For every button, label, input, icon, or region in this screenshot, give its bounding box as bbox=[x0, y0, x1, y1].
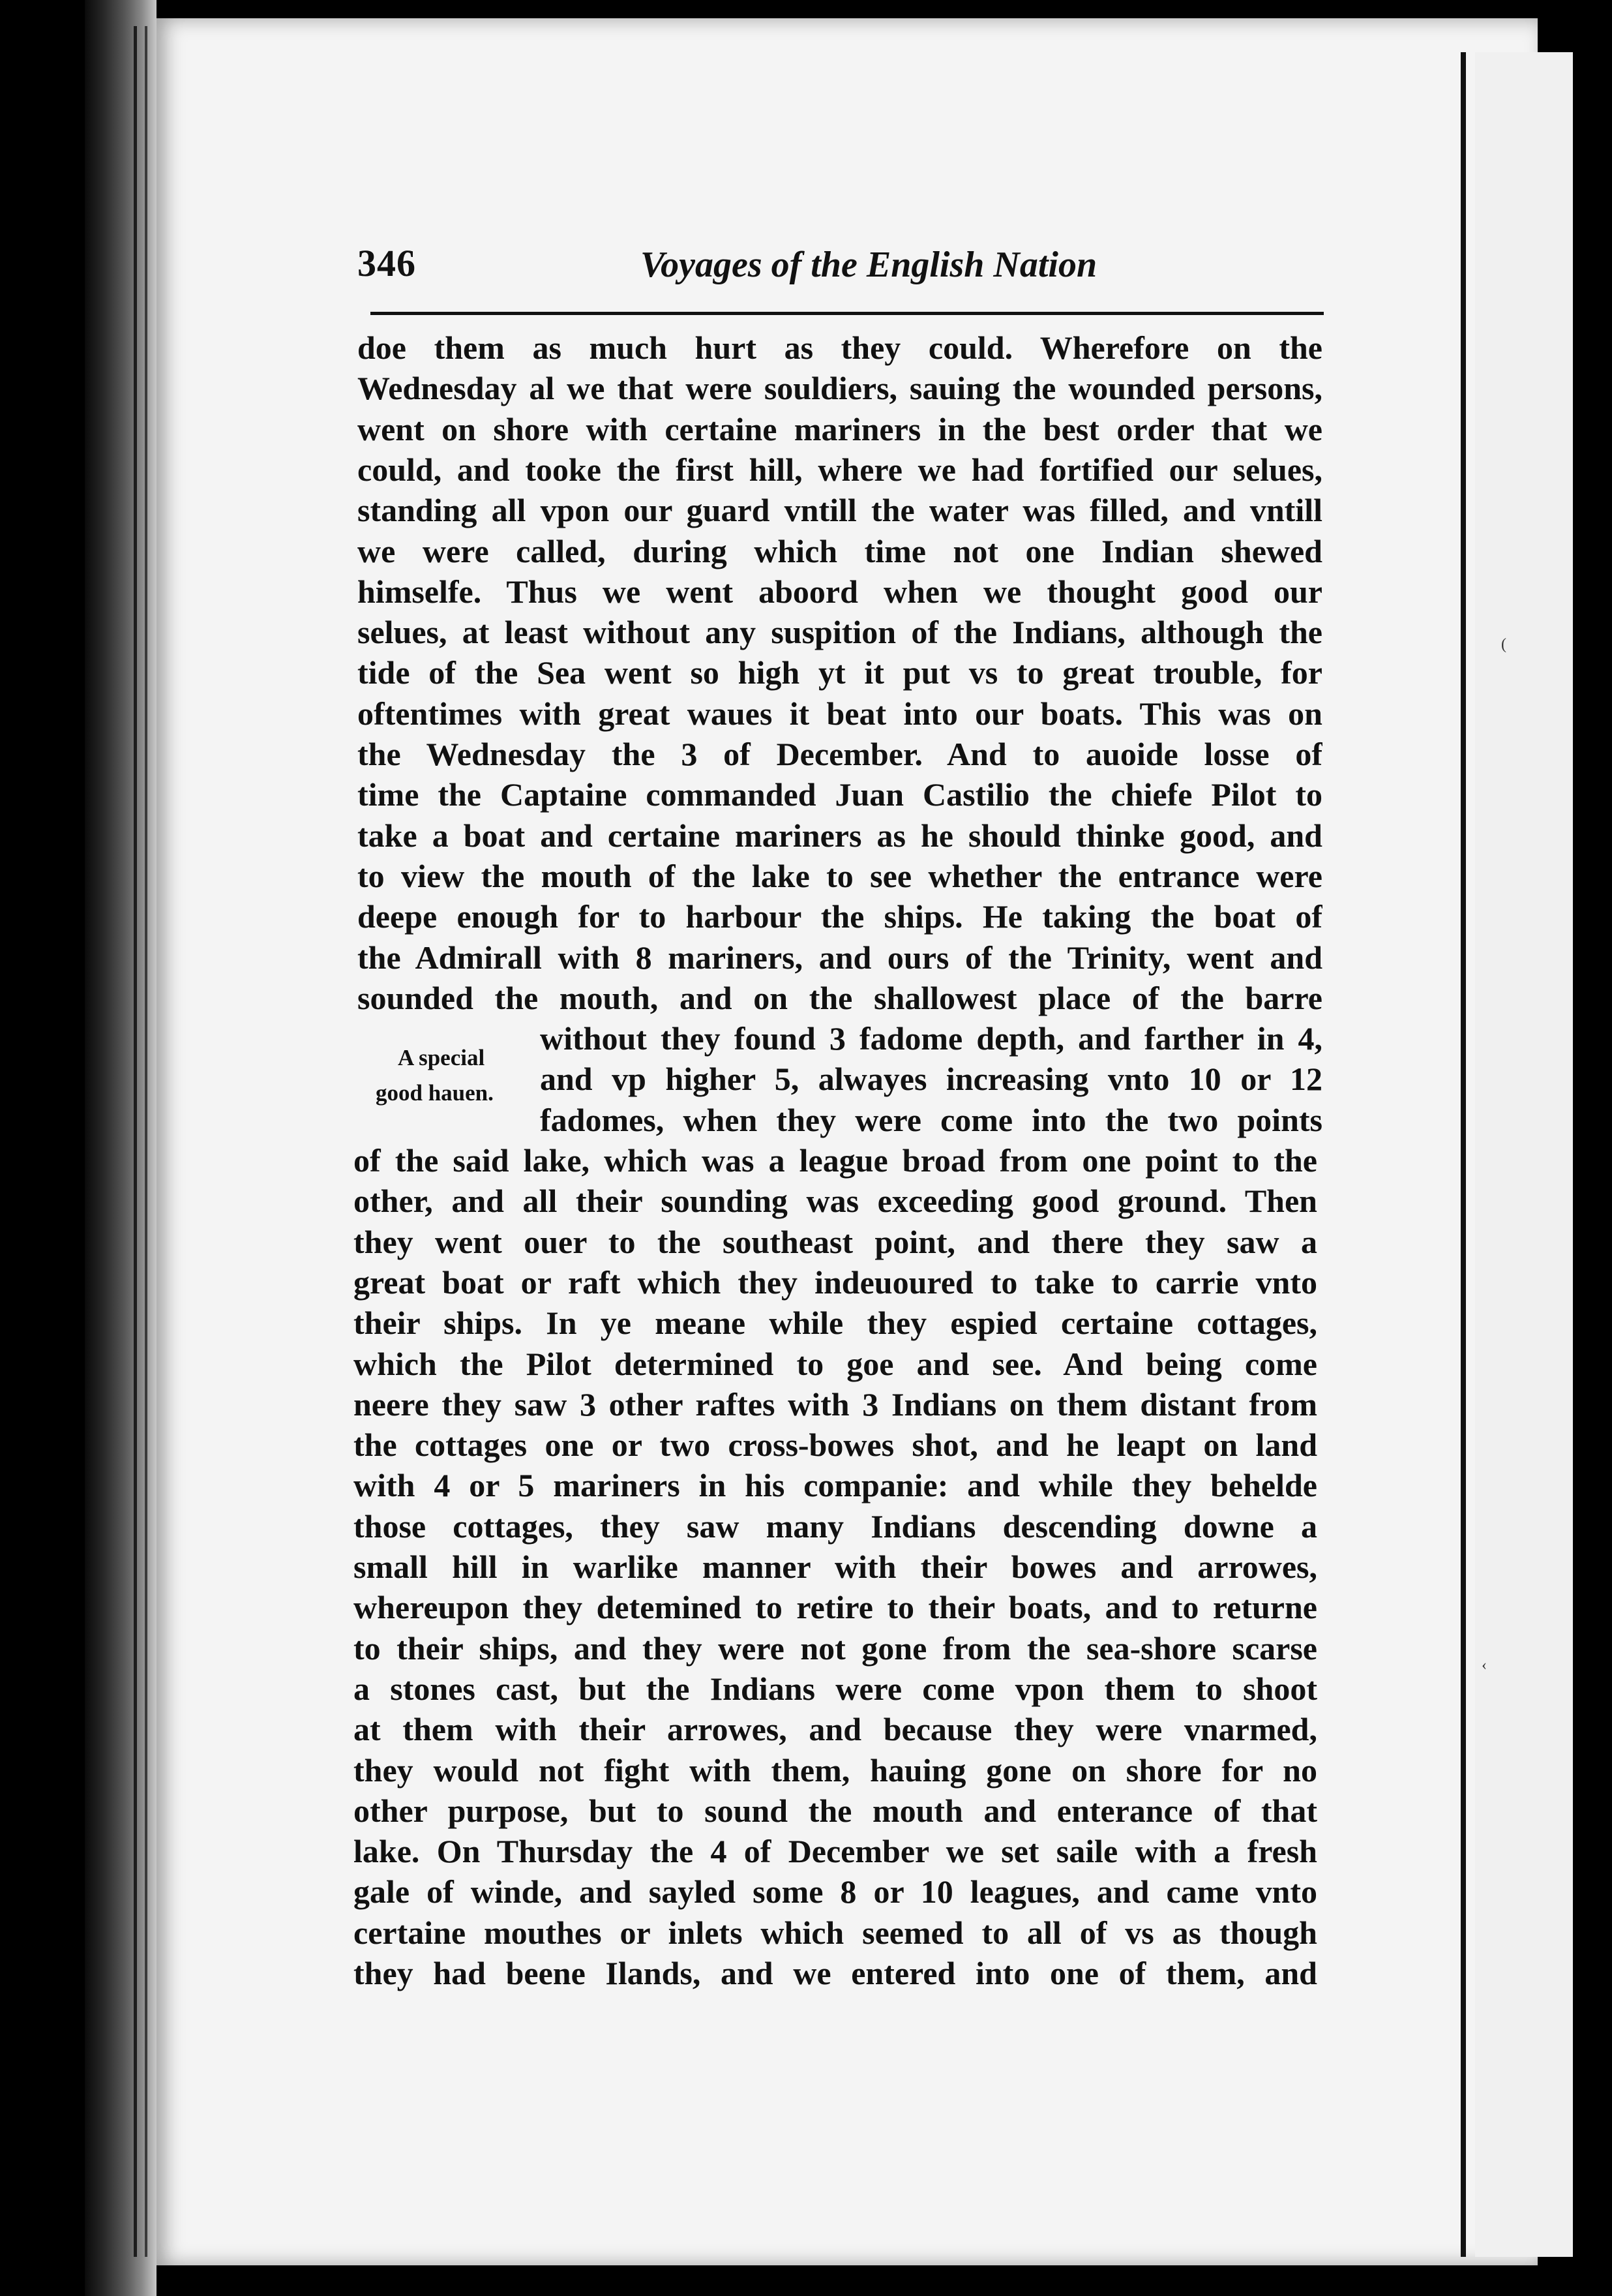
header-rule bbox=[370, 312, 1324, 315]
text-line: a stones cast, but the Indians were come vpon them to shoot bbox=[353, 1670, 1317, 1707]
text-line: small hill in warlike manner with their bowes and arrowes, bbox=[353, 1548, 1317, 1585]
edge-mark: ( bbox=[1501, 636, 1506, 653]
text-line: great boat or raft which they indeuoured to take to carrie vnto bbox=[353, 1263, 1317, 1301]
text-line: their ships. In ye meane while they espied certaine cottages, bbox=[353, 1305, 1317, 1342]
text-line: himselfe. Thus we went aboord when we thought good our bbox=[357, 573, 1322, 610]
page-edge-shadow bbox=[1461, 52, 1466, 2257]
text-line: deepe enough for to harbour the ships. He taking the boat of bbox=[357, 898, 1322, 935]
text-line: fadomes, when they were come into the two points bbox=[540, 1101, 1322, 1138]
text-line: without they found 3 fadome depth, and farther in 4, bbox=[540, 1020, 1322, 1057]
text-line: other purpose, but to sound the mouth and enterance of that bbox=[353, 1792, 1317, 1829]
text-line: with 4 or 5 mariners in his companie: and while they behelde bbox=[353, 1467, 1317, 1504]
text-line: which the Pilot determined to goe and see. And being come bbox=[353, 1345, 1317, 1382]
text-line: doe them as much hurt as they could. Wherefore on the bbox=[357, 329, 1322, 366]
spine-edge-line bbox=[134, 26, 137, 2257]
text-line: whereupon they detemined to retire to their boats, and to returne bbox=[353, 1589, 1317, 1626]
text-line: at them with their arrowes, and because they were vnarmed, bbox=[353, 1711, 1317, 1748]
text-line: tide of the Sea went so high yt it put vs to great trouble, for bbox=[357, 654, 1322, 691]
text-line: to their ships, and they were not gone from the sea-shore scarse bbox=[353, 1629, 1317, 1667]
running-title: Voyages of the English Nation bbox=[640, 245, 1097, 285]
text-line: Wednesday al we that were souldiers, sauing the wounded persons, bbox=[357, 370, 1322, 407]
text-line: gale of winde, and sayled some 8 or 10 leagues, and came vnto bbox=[353, 1873, 1317, 1911]
text-line: the cottages one or two cross-bowes shot, and he leapt on land bbox=[353, 1427, 1317, 1464]
text-line: take a boat and certaine mariners as he should thinke good, and bbox=[357, 817, 1322, 854]
text-line: could, and tooke the first hill, where we had fortified our selues, bbox=[357, 451, 1322, 488]
page-number: 346 bbox=[357, 242, 416, 284]
text-line: they would not fight with them, hauing gone on shore for no bbox=[353, 1751, 1317, 1789]
text-line: time the Captaine commanded Juan Castilio the chiefe Pilot to bbox=[357, 776, 1322, 813]
text-line: selues, at least without any suspition of the Indians, although the bbox=[357, 614, 1322, 651]
running-head bbox=[357, 230, 1322, 292]
text-line: of the said lake, which was a league broad from one point to the bbox=[353, 1142, 1317, 1179]
margin-note-line: good hauen. bbox=[376, 1080, 494, 1106]
text-line: we were called, during which time not one Indian shewed bbox=[357, 532, 1322, 569]
text-line: they went ouer to the southeast point, and there they saw a bbox=[353, 1223, 1317, 1260]
text-line: certaine mouthes or inlets which seemed to all of vs as though bbox=[353, 1914, 1317, 1951]
text-line: and vp higher 5, alwayes increasing vnto 10 or 12 bbox=[540, 1061, 1322, 1098]
text-line: standing all vpon our guard vntill the water was filled, and vntill bbox=[357, 492, 1322, 529]
text-line: other, and all their sounding was exceeding good ground. Then bbox=[353, 1183, 1317, 1220]
margin-note-line: A special bbox=[398, 1045, 485, 1070]
text-line: went on shore with certaine mariners in the best order that we bbox=[357, 410, 1322, 447]
text-line: sounded the mouth, and on the shallowest place of the barre bbox=[357, 979, 1322, 1016]
text-line: the Wednesday the 3 of December. And to auoide losse of bbox=[357, 736, 1322, 772]
text-line: oftentimes with great waues it beat into our boats. This was on bbox=[357, 695, 1322, 732]
edge-mark: ‹ bbox=[1482, 1657, 1487, 1674]
text-line: they had beene Ilands, and we entered into one of them, and bbox=[353, 1955, 1317, 1991]
text-line: lake. On Thursday the 4 of December we set saile with a fresh bbox=[353, 1833, 1317, 1870]
text-line: those cottages, they saw many Indians descending downe a bbox=[353, 1507, 1317, 1545]
text-line: to view the mouth of the lake to see whether the entrance were bbox=[357, 857, 1322, 894]
spine-edge-line bbox=[145, 26, 147, 2257]
text-line: neere they saw 3 other raftes with 3 Indians on them distant from bbox=[353, 1385, 1317, 1423]
facing-page-edge bbox=[1475, 52, 1573, 2257]
text-line: the Admirall with 8 mariners, and ours of the Trinity, went and bbox=[357, 939, 1322, 976]
